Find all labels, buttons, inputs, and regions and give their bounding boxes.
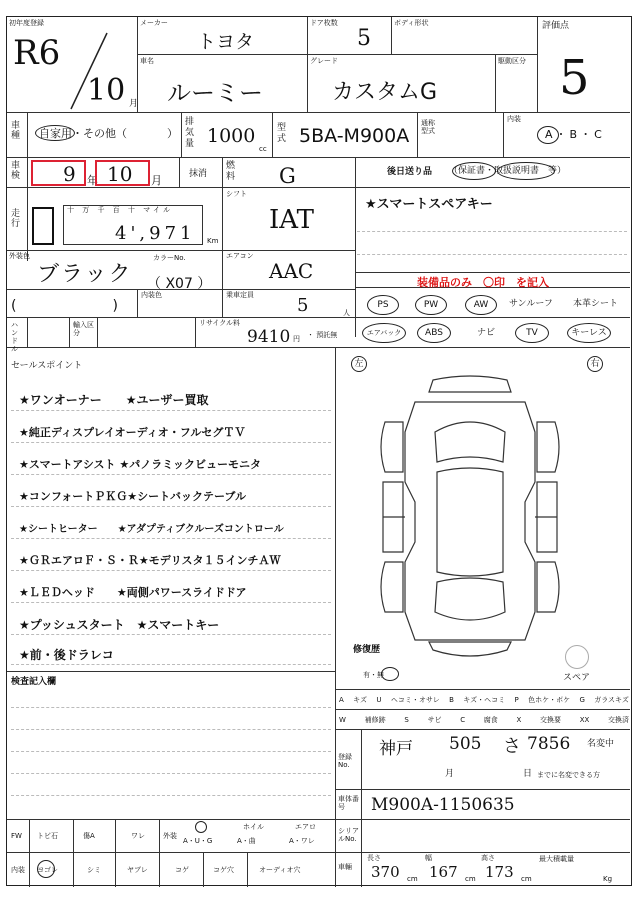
shift-value: IAT [269, 205, 314, 235]
kg-unit: Kg [603, 875, 613, 883]
color-no-value: （ X07 ） [147, 276, 212, 292]
legend-code: X [516, 716, 522, 724]
naisou-label: 内装 [11, 866, 25, 874]
inspection-label: 車検 [11, 161, 21, 181]
inspection-month: 10 [107, 162, 133, 186]
auction-sheet [6, 16, 632, 886]
interior-label: 内装 [507, 115, 521, 123]
ac-value: AAC [269, 259, 314, 283]
score-label: 評価点 [542, 21, 570, 31]
equip-leather: 本革シート [573, 299, 619, 309]
grade-label: グレード [310, 57, 338, 65]
sales-line: ★純正ディスプレイオーディオ・フルセグＴＶ [19, 426, 246, 439]
era-year: R6 [13, 33, 61, 73]
sales-line: ★シートヒーター ★アダプティブクルーズコントロール [19, 524, 284, 535]
legend-desc: ガラスキズ [594, 696, 629, 704]
reg-month-suffix: 月 [129, 99, 139, 109]
legend-desc: ヘコミ・オサレ [390, 696, 440, 704]
mileage-lead-box [32, 207, 54, 245]
car-type-close: ） [167, 127, 178, 140]
km-unit: Km [207, 237, 219, 245]
import-label: 輸入区分 [73, 321, 94, 337]
yogore-label: ヨゴレ [37, 866, 58, 874]
capacity-value: 5 [297, 295, 309, 316]
sales-line: ★コンフォートＰＫＧ★シートバックテーブル [19, 490, 246, 503]
color-no-label: カラーNo. [153, 254, 186, 262]
displacement-label: 排気量 [185, 117, 195, 149]
mileage-label: 走行 [11, 209, 21, 229]
sales-label: セールスポイント [11, 361, 83, 371]
koge-label: コゲ [175, 866, 189, 874]
legend-code: W [339, 716, 346, 724]
height-unit: cm [521, 875, 532, 883]
sales-line: ★ＬＥＤヘッド ★両側パワースライドドア [19, 586, 247, 599]
reg-kana: さ [503, 736, 521, 757]
equip-airbag: エアバック [362, 323, 406, 343]
recycle-label: リサイクル料 [199, 319, 241, 327]
tobi-label: トビ石 [37, 832, 58, 840]
body-label: ボディ形状 [394, 19, 429, 27]
cc-unit: cc [259, 145, 267, 153]
legend-code: S [404, 716, 409, 724]
legend-row-2 [339, 716, 629, 724]
legend-desc: 交換要 [539, 716, 561, 724]
sales-line: ★スマートアシスト ★パノラミックビューモニタ [19, 458, 262, 471]
right-marker: 右 [587, 356, 603, 372]
sales-line: ★ワンオーナー ★ユーザー買取 [19, 393, 209, 407]
width-label: 幅 [425, 854, 432, 862]
car-name-label: 車名 [140, 57, 154, 65]
dims-label: 車輛 [338, 863, 352, 871]
sales-line: ★前・後ドラレコ [19, 648, 114, 662]
max-load-label: 最大積載量 [539, 855, 574, 863]
repair-label: 修復歴 [353, 645, 381, 655]
height-value: 173 [485, 863, 514, 881]
doors-label: ドア枚数 [310, 19, 338, 27]
remarks-text: ★スマートスペアキー [365, 197, 493, 212]
inspection-year: 9 [63, 162, 76, 186]
reg-month: 10 [87, 73, 126, 108]
gaisou-label: 外装 [163, 832, 177, 840]
legend-code: P [514, 696, 519, 704]
fuel-value: G [279, 164, 296, 188]
aero-options: A・ワレ [289, 837, 315, 845]
wheel-label: ホイル [243, 823, 264, 831]
serial-label: シリアルNo. [338, 827, 359, 843]
mileage-units: 十 万 千 百 十 マイル [67, 206, 173, 214]
reg-no-label: 登録No. [338, 753, 352, 769]
shimi-label: シミ [87, 866, 101, 874]
gaisou-circle [195, 821, 207, 833]
model-label: 型式 [277, 123, 287, 144]
equip-keyless: キーレス [567, 323, 611, 343]
repair-value: 有・無 [363, 671, 384, 679]
length-label: 長さ [367, 854, 381, 862]
legend-code: C [460, 716, 466, 724]
recycle-amount: 9410 [247, 327, 291, 347]
inspection-month-suffix: 月 [151, 174, 162, 187]
exterior-color-label: 外装色 [9, 252, 30, 260]
grade-value: カスタムG [332, 80, 438, 105]
maker-value: トヨタ [197, 31, 255, 53]
equip-aw: AW [465, 295, 497, 315]
yabure-label: ヤブレ [127, 866, 148, 874]
fuel-label: 燃料 [226, 161, 236, 182]
sales-line: ★ＧＲエアロＦ・Ｓ・Ｒ★モデリスタ１５インチＡＷ [19, 554, 281, 567]
interior-color-label: 内装色 [141, 291, 162, 299]
common-model-label: 通称型式 [421, 119, 435, 135]
name-change-label: 名変中 [587, 739, 615, 749]
name-change-month: 月 [445, 769, 455, 779]
equip-note: 装備品のみ 〇印 を記入 [417, 276, 549, 289]
exterior-color-value: ブラック [37, 262, 133, 287]
capacity-label: 乗車定員 [226, 291, 254, 299]
legend-desc: 補修跡 [364, 716, 386, 724]
legend-code: G [579, 696, 585, 704]
equip-ps: PS [367, 295, 399, 315]
car-diagram [375, 372, 565, 662]
handle-label: ハンドル [11, 321, 18, 353]
car-name-value: ルーミー [167, 79, 263, 107]
left-marker: 左 [351, 356, 367, 372]
equip-pw: PW [415, 295, 447, 315]
width-unit: cm [465, 875, 476, 883]
ac-label: エアコン [226, 252, 254, 260]
inspection-field-label: 検査記入欄 [11, 677, 57, 687]
interior-grade-value: A・B・C [545, 128, 605, 141]
docs-label: 後日送り品 [387, 167, 433, 177]
legend-desc: 腐食 [483, 716, 498, 724]
model-value: 5BA-M900A [299, 125, 410, 147]
reg-serial: 7856 [527, 734, 571, 754]
kizu-a-label: 傷A [83, 832, 95, 840]
car-type-label: 車種 [11, 121, 21, 141]
drive-label: 駆動区分 [498, 57, 526, 65]
equip-sunroof: サンルーフ [509, 299, 553, 309]
sales-line: ★プッシュスタート ★スマートキー [19, 618, 220, 632]
length-unit: cm [407, 875, 418, 883]
length-value: 370 [371, 863, 400, 881]
koge-ana-label: コゲ穴 [213, 866, 234, 874]
legend-code: XX [579, 716, 590, 724]
recycle-deposit: ・ 預託無 [307, 331, 338, 339]
name-change-note: までに名変できる方 [537, 771, 600, 779]
gaisou-options: A・U・G [183, 837, 213, 845]
height-label: 高さ [481, 854, 495, 862]
legend-desc: サビ [427, 716, 442, 724]
name-change-day: 日 [523, 769, 533, 779]
mileage-value: 4',971 [115, 223, 196, 244]
interior-color-paren: ( ) [11, 298, 126, 314]
ware-label: ワレ [131, 832, 145, 840]
legend-row-1 [339, 696, 629, 704]
docs-value: （保証書・取扱説明書 等） [449, 166, 567, 176]
equip-tv: TV [515, 323, 549, 343]
equip-abs: ABS [417, 323, 451, 343]
legend-code: A [339, 696, 344, 704]
width-value: 167 [429, 863, 458, 881]
inspection-year-suffix: 年 [87, 174, 98, 187]
score-value: 5 [559, 50, 590, 106]
audio-hole-label: オーディオ穴 [259, 866, 301, 874]
legend-code: B [449, 696, 454, 704]
spare-circle [565, 645, 589, 669]
recycle-yen: 円 [293, 335, 300, 343]
legend-desc: キズ [353, 696, 368, 704]
car-type-value: 自家用・その他（ [39, 127, 127, 140]
fw-label: FW [11, 832, 22, 840]
legend-desc: 交換済 [607, 716, 629, 724]
equip-navi: ナビ [477, 328, 496, 338]
chassis-value: M900A-1150635 [371, 795, 515, 815]
spare-label: スペア [563, 673, 591, 683]
displacement-value: 1000 [207, 125, 256, 147]
shift-label: シフト [226, 190, 247, 198]
doors-value: 5 [357, 26, 371, 51]
legend-code: U [376, 696, 382, 704]
first-reg-label: 初年度登録 [9, 19, 44, 27]
inspection-year-box [31, 160, 86, 186]
legend-desc: 色ホケ・ボケ [528, 696, 571, 704]
chassis-label: 車体番号 [338, 795, 359, 811]
legend-desc: キズ・ヘコミ [463, 696, 506, 704]
wheel-options: A・曲 [237, 837, 256, 845]
aero-label: エアロ [295, 823, 316, 831]
maker-label: メーカー [140, 19, 168, 27]
erase-label: 抹消 [189, 169, 208, 179]
reg-place: 神戸 [379, 739, 413, 759]
reg-class: 505 [449, 734, 482, 754]
capacity-unit: 人 [343, 309, 350, 317]
